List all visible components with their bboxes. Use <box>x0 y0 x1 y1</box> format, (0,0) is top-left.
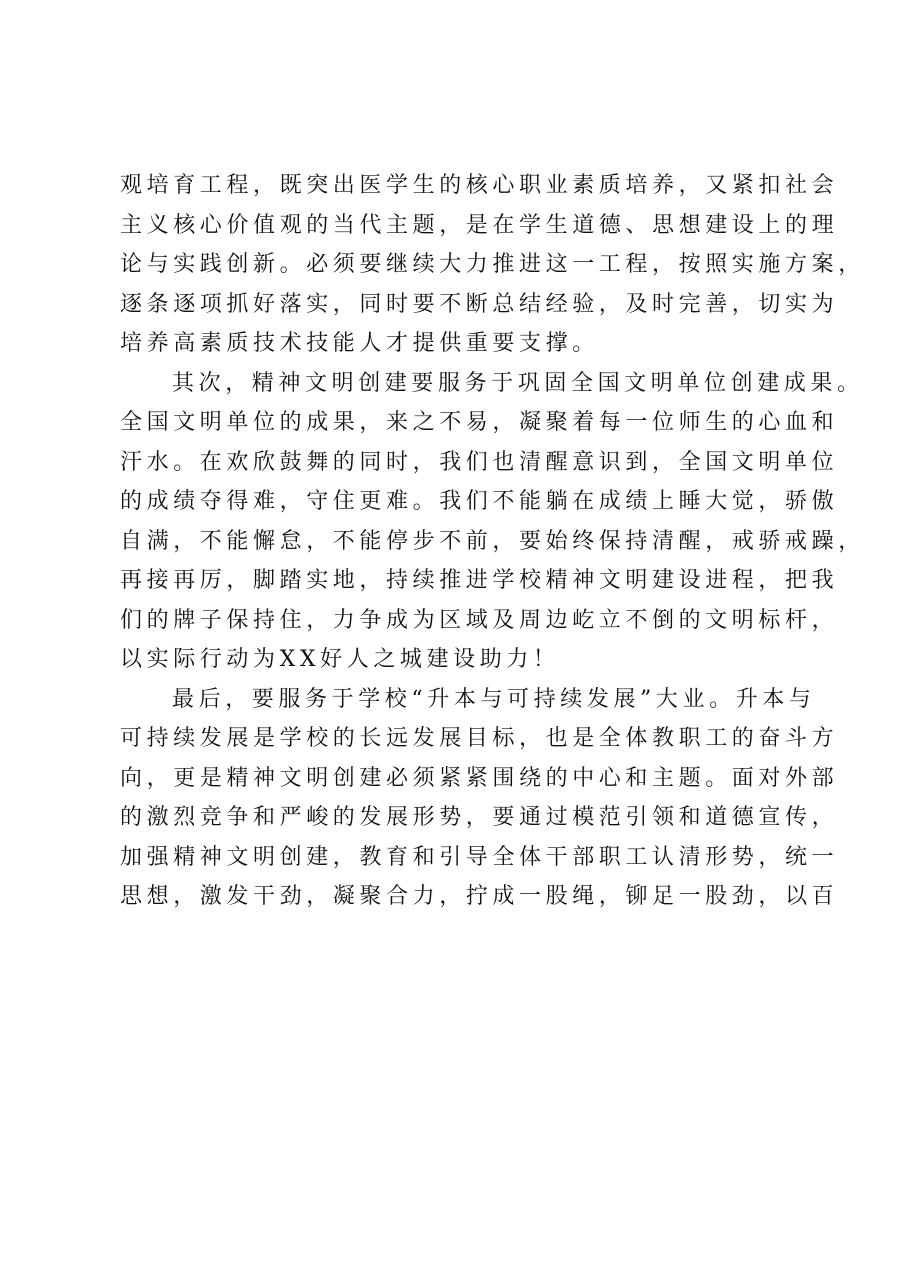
text-line: 加强精神文明创建，教育和引导全体干部职工认清形势，统一 <box>120 844 839 870</box>
text-line: 再接再厉，脚踏实地，持续推进学校精神文明建设进程，把我 <box>120 568 839 593</box>
text-line: 培养高素质技术技能人才提供重要支撑。 <box>120 331 599 356</box>
text-line: 的成绩夺得难，守住更难。我们不能躺在成绩上睡大觉，骄傲 <box>120 489 839 514</box>
text-line: 自满，不能懈怠，不能停步不前，要始终保持清醒，戒骄戒躁， <box>120 528 865 554</box>
text-line: 们的牌子保持住，力争成为区域及周边屹立不倒的文明标杆， <box>120 607 839 633</box>
text-line: 可持续发展是学校的长远发展目标，也是全体教职工的奋斗方 <box>120 726 839 751</box>
paragraph-2 <box>120 364 865 680</box>
text-line: 最后，要服务于学校“升本与可持续发展”大业。升本与 <box>172 686 816 712</box>
text-line: 其次，精神文明创建要服务于巩固全国文明单位创建成果。 <box>172 370 864 396</box>
text-line: 逐条逐项抓好落实，同时要不断总结经验，及时完善，切实为 <box>120 291 839 317</box>
paragraph-1 <box>120 166 865 364</box>
document-body <box>120 166 865 917</box>
text-line: 汗水。在欢欣鼓舞的同时，我们也清醒意识到，全国文明单位 <box>120 449 839 475</box>
text-line: 论与实践创新。必须要继续大力推进这一工程，按照实施方案， <box>120 252 865 277</box>
text-line: 的激烈竞争和严峻的发展形势，要通过模范引领和道德宣传， <box>120 805 839 830</box>
text-line: 以实际行动为XX好人之城建设助力！ <box>120 647 560 672</box>
text-line: 思想，激发干劲，凝聚合力，拧成一股绳，铆足一股劲，以百 <box>120 884 839 909</box>
text-line: 向，更是精神文明创建必须紧紧围绕的中心和主题。面对外部 <box>120 765 839 791</box>
text-line: 全国文明单位的成果，来之不易，凝聚着每一位师生的心血和 <box>120 410 839 435</box>
text-line: 主义核心价值观的当代主题，是在学生道德、思想建设上的理 <box>120 212 839 238</box>
text-line: 观培育工程，既突出医学生的核心职业素质培养，又紧扣社会 <box>120 173 839 198</box>
paragraph-3 <box>120 680 839 917</box>
